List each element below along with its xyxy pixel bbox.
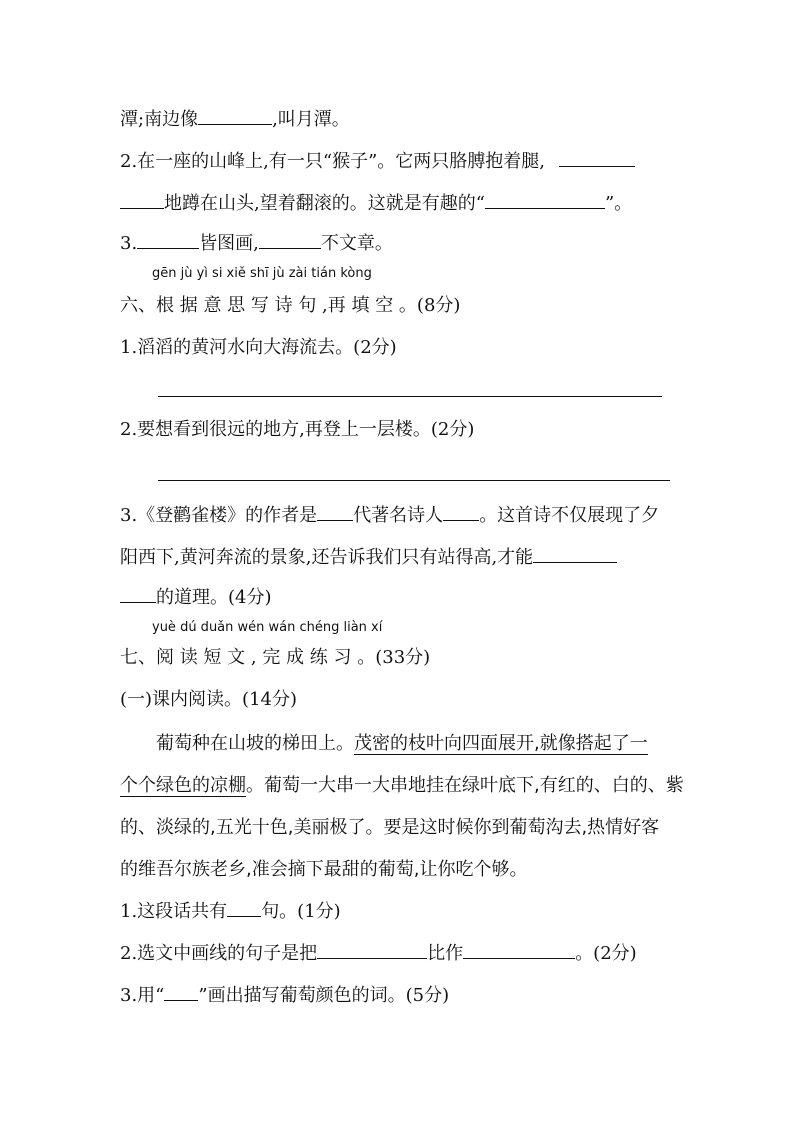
passage-line-4: 的维吾尔族老乡,准会摘下最甜的葡萄,让你吃个够。 <box>120 859 528 880</box>
underlined-sentence: 个个绿色的凉棚 <box>120 775 246 796</box>
q6-item-1-answer-line[interactable] <box>158 396 662 397</box>
q7-question-2: 2.选文中画线的句子是把 比作 。(2分) <box>120 940 637 966</box>
q6-item-3-line-2: 阳西下,黄河奔流的景象,还告诉我们只有站得高,才能 <box>120 544 617 570</box>
q7-question-1: 1.这段话共有 句。(1分) <box>120 898 341 924</box>
answer-blank[interactable] <box>227 898 261 917</box>
answer-blank[interactable] <box>120 190 164 209</box>
q5-line-2: 2.在一座的山峰上,有一只“猴子”。它两只胳膊抱着腿, <box>120 148 635 174</box>
q6-item-2: 2.要想看到很远的地方,再登上一层楼。(2分) <box>120 419 475 440</box>
answer-blank[interactable] <box>198 106 272 125</box>
q6-item-2-answer-line[interactable] <box>158 480 670 481</box>
q5-line-3: 地蹲在山头,望着翻滚的。这就是有趣的“ ”。 <box>120 190 632 216</box>
answer-blank[interactable] <box>443 502 479 521</box>
passage-line-2: 个个绿色的凉棚。葡萄一大串一大串地挂在绿叶底下,有红的、白的、紫 <box>120 775 684 796</box>
q7-question-3: 3.用“ ”画出描写葡萄颜色的词。(5分) <box>120 982 449 1008</box>
q5-line-1: 潭;南边像 ,叫月潭。 <box>120 106 350 132</box>
q6-item-1: 1.滔滔的黄河水向大海流去。(2分) <box>120 337 397 358</box>
answer-blank[interactable] <box>259 230 321 249</box>
passage-line-3: 的、淡绿的,五光十色,美丽极了。要是这时候你到葡萄沟去,热情好客 <box>120 817 660 838</box>
answer-blank[interactable] <box>485 190 605 209</box>
q7-heading: 七、阅 读 短 文 , 完 成 练 习 。(33分) <box>120 647 431 668</box>
answer-blank[interactable] <box>317 940 427 959</box>
underlined-sentence: 茂密的枝叶向四面展开,就像搭起了一 <box>354 733 648 754</box>
passage-line-1: 葡萄种在山坡的梯田上。茂密的枝叶向四面展开,就像搭起了一 <box>156 733 648 754</box>
answer-blank[interactable] <box>463 940 575 959</box>
q7-subheading: (一)课内阅读。(14分) <box>120 689 297 710</box>
answer-blank[interactable] <box>137 230 199 249</box>
answer-blank[interactable] <box>533 544 617 563</box>
q6-heading: 六、根 据 意 思 写 诗 句 ,再 填 空 。(8分) <box>120 295 461 316</box>
answer-blank[interactable] <box>559 148 635 167</box>
answer-blank[interactable] <box>317 502 353 521</box>
q7-pinyin: yuè dú duǎn wén wán chéng liàn xí <box>152 620 383 635</box>
answer-blank[interactable] <box>120 584 156 603</box>
q6-item-3-line-1: 3.《登鹳雀楼》的作者是 代著名诗人 。这首诗不仅展现了夕 <box>120 502 659 528</box>
q6-item-3-line-3: 的道理。(4分) <box>120 584 272 610</box>
q6-pinyin: gēn jù yì si xiě shī jù zài tián kòng <box>152 266 372 281</box>
underline-sample <box>164 982 198 1001</box>
q5-line-4: 3. 皆图画, 不文章。 <box>120 230 393 256</box>
